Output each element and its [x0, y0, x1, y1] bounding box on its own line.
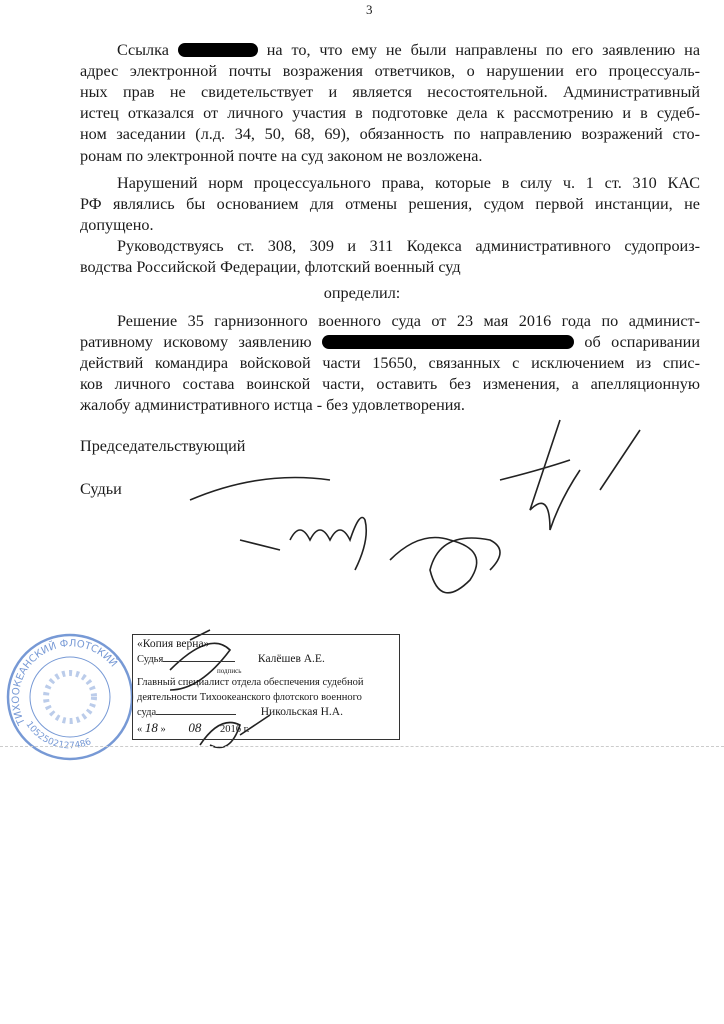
paragraph-line: РФ являлись бы основанием для отмены решения, судом первой инстанции, не: [80, 195, 700, 213]
paragraph-line: действий командира войсковой части 15650, связанных с исключением из спис-: [80, 354, 700, 372]
certification-box: [132, 634, 400, 740]
paragraph-line: ронам по электронной почте на суд законом не возложена.: [80, 147, 483, 165]
specialist-sign-line: суда Никольская Н.А.: [137, 706, 343, 718]
specialist-line: деятельности Тихоокеанского флотского военного: [137, 692, 362, 703]
paragraph-line: допущено.: [80, 216, 154, 234]
paragraph-line: истец отказался от личного участия в подготовке дела к рассмотрению и в судеб-: [80, 104, 700, 122]
presiding-label: Председательствующий: [80, 437, 246, 455]
paragraph-line: Решение 35 гарнизонного военного суда от 23 мая 2016 года по админист-: [117, 312, 700, 330]
stamp-text: ТИХООКЕАНСКИЙ ФЛОТСКИЙ: [10, 638, 119, 727]
page-number: 3: [366, 2, 373, 17]
court-stamp: [8, 635, 132, 759]
paragraph-line: Ссылка на то, что ему не были направлены по его заявлению на: [117, 41, 701, 59]
paragraph-line: жалобу административного истца - без удовлетворения.: [80, 396, 465, 414]
paragraph-line: ративному исковому заявлению об оспаривании: [80, 333, 700, 351]
divider: [0, 746, 724, 747]
judge-line: Судья Калёшев А.Е.: [137, 653, 325, 665]
paragraph-line: Нарушений норм процессуального права, которые в силу ч. 1 ст. 310 КАС: [117, 174, 700, 192]
verdict-heading: определил:: [323, 284, 401, 302]
paragraph-line: ном заседании (л.д. 34, 50, 68, 69), обязанность по направлению возражений сто-: [80, 125, 700, 143]
date-line: « 18 » 08 2016 г.: [137, 720, 250, 735]
specialist-line: Главный специалист отдела обеспечения судебной: [137, 677, 364, 688]
paragraph-line: адрес электронной почты возражения ответчиков, о нарушении его процессуаль-: [80, 62, 700, 80]
paragraph-line: Руководствуясь ст. 308, 309 и 311 Кодекса административного судопроиз-: [117, 237, 700, 255]
certification-title: «Копия верна»: [137, 638, 210, 650]
sign-hint: подпись: [217, 667, 242, 675]
paragraph-line: ных прав не свидетельствует и является несостоятельной. Административный: [80, 83, 700, 101]
paragraph-line: водства Российской Федерации, флотский военный суд: [80, 258, 461, 276]
stamp-number: 1052502127486: [23, 719, 93, 752]
paragraph-line: ков личного состава воинской части, оставить без изменения, а апелляционную: [80, 375, 700, 393]
judges-label: Судьи: [80, 480, 122, 498]
